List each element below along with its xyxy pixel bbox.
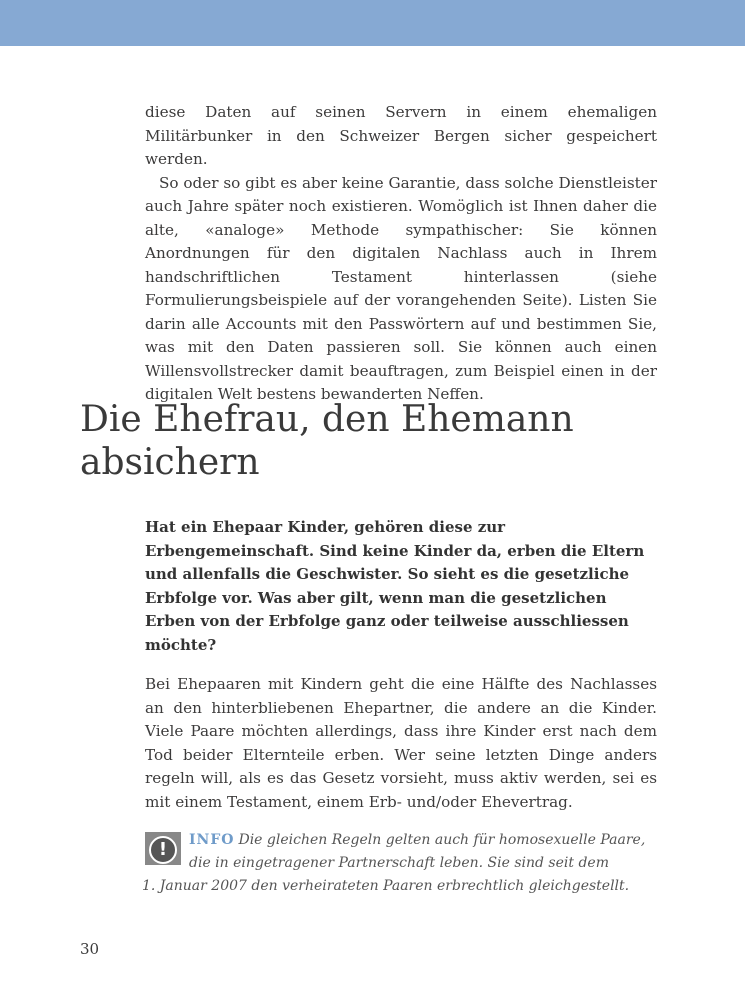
intro-text: [145, 101, 657, 407]
exclamation-icon: !: [149, 836, 177, 864]
info-note: [142, 829, 653, 898]
info-line-1-text: Die gleichen Regeln gelten auch für homosexuelle Paare,: [238, 832, 646, 848]
page-number: 30: [80, 940, 100, 958]
info-label: INFO: [189, 832, 235, 848]
info-line-1: [145, 829, 653, 852]
section-heading: [80, 398, 680, 484]
info-line-2: die in eingetragener Partnerschaft leben. Sie sind seit dem: [189, 855, 609, 871]
heading-line-1: Die Ehefrau, den Ehemann: [80, 399, 574, 440]
heading-line-2: absichern: [80, 442, 260, 483]
paragraph-1: diese Daten auf seinen Servern in einem ehemaligen Militärbunker in den Schweizer Bergen sicher gespeichert werden.: [145, 103, 657, 168]
header-band: [0, 0, 745, 46]
lead-paragraph: Hat ein Ehepaar Kinder, gehören diese zur Erbengemeinschaft. Sind keine Kinder da, erben die Eltern und allenfalls die Geschwister. So sieht es die gesetzliche Erbfolge vor. Was aber gilt, wenn man die gesetzlichen Erben von der Erbfolge ganz oder teilweise ausschliessen möchte?: [145, 518, 645, 654]
info-line-3: 1. Januar 2007 den verheirateten Paaren erbrechtlich gleichgestellt.: [142, 878, 630, 894]
paragraph-3: Bei Ehepaaren mit Kindern geht die eine Hälfte des Nachlasses an den hinterbliebenen Ehepartner, die andere an die Kinder. Viele Paare möchten allerdings, dass ihre Kinder erst nach dem Tod beider Elternteile erben. Wer seine letzten Dinge anders regeln will, als es das Gesetz vorsieht, muss aktiv werden, sei es mit einem Testament, einem Erb- und/oder Ehevertrag.: [145, 675, 657, 811]
paragraph-2: So oder so gibt es aber keine Garantie, dass solche Dienstleister auch Jahre später noch existieren. Womöglich ist Ihnen daher die alte, «analoge» Methode sympathischer: Sie können Anordnungen für den digitalen Nachlass auch in Ihrem handschriftlichen Testament hinterlassen (siehe Formulierungsbeispiele auf der vorangehenden Seite). Listen Sie darin alle Accounts mit den Passwörtern auf und bestimmen Sie, was mit den Daten passieren soll. Sie können auch einen Willensvollstrecker damit beauftragen, zum Beispiel einen in der digitalen Welt bestens bewanderten Neffen.: [145, 173, 657, 403]
